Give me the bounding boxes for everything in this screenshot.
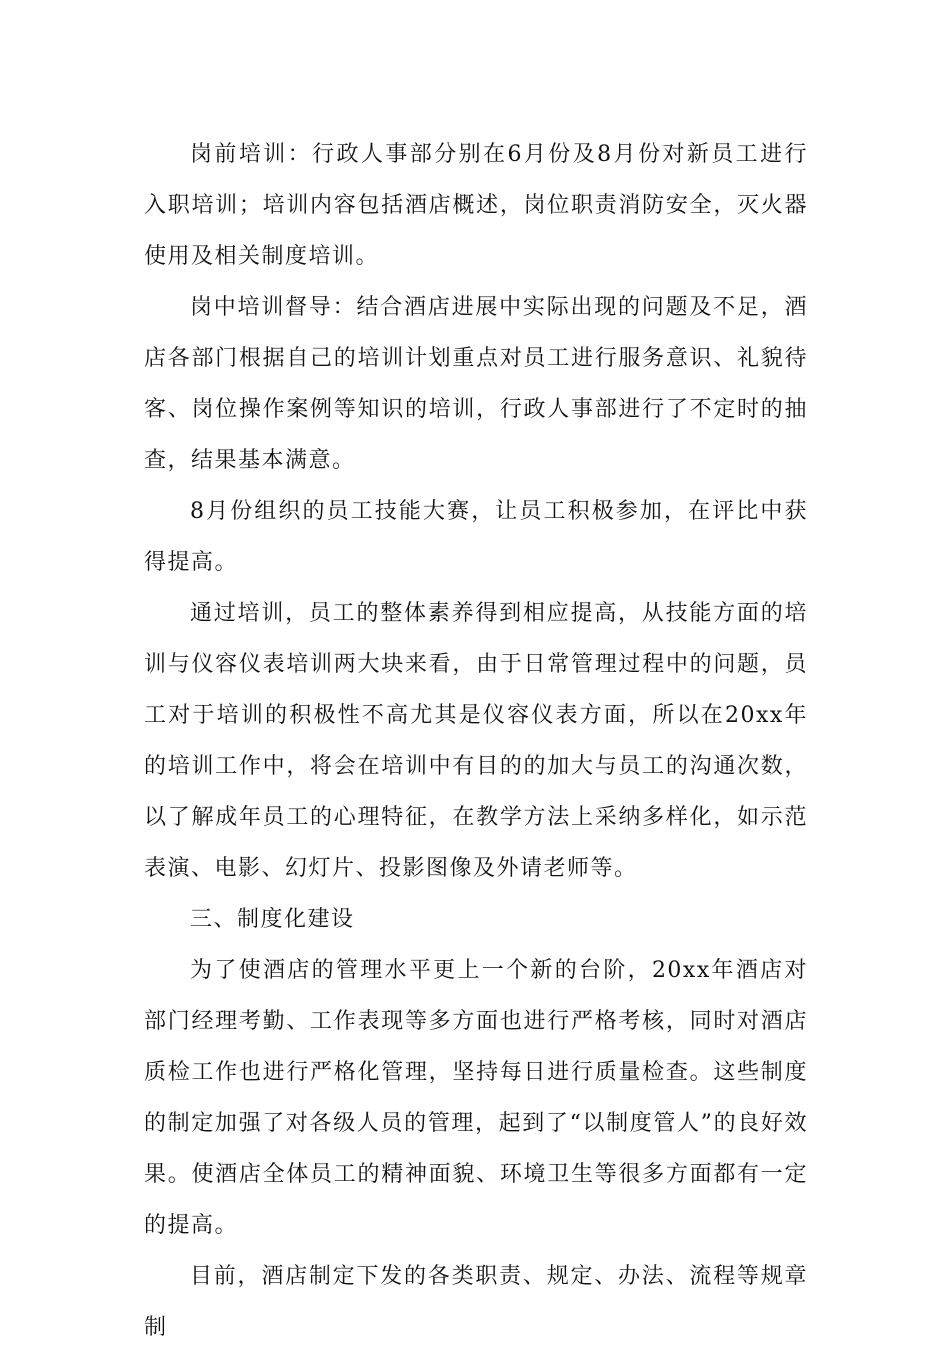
paragraph-on-job-supervision: 岗中培训督导：结合酒店进展中实际出现的问题及不足，酒店各部门根据自己的培训计划重点对员工进行服务意识、礼貌待客、岗位操作案例等知识的培训，行政人事部进行了不定时的抽查，结果基本满意。 xyxy=(144,295,808,473)
paragraph-regulations: 目前，酒店制定下发的各类职责、规定、办法、流程等规章制 xyxy=(144,1264,808,1340)
paragraph-skills-contest: 8月份组织的员工技能大赛，让员工积极参加，在评比中获得提高。 xyxy=(144,499,808,575)
paragraph-pre-job-training: 岗前培训：行政人事部分别在6月份及8月份对新员工进行入职培训；培训内容包括酒店概述，岗位职责消防安全，灭火器使用及相关制度培训。 xyxy=(144,142,808,269)
section-heading-institutionalization: 三、制度化建设 xyxy=(190,907,355,932)
paragraph-training-summary: 通过培训，员工的整体素养得到相应提高，从技能方面的培训与仪容仪表培训两大块来看，由于日常管理过程中的问题，员工对于培训的积极性不高尤其是仪容仪表方面，所以在20xx年的培训工作中，将会在培训中有目的的加大与员工的沟通次数，以了解成年员工的心理特征，在教学方法上采纳多样化，如示范表演、电影、幻灯片、投影图像及外请老师等。 xyxy=(144,601,808,881)
document-body xyxy=(144,129,808,1353)
paragraph-management-assessment: 为了使酒店的管理水平更上一个新的台阶，20xx年酒店对部门经理考勤、工作表现等多方面也进行严格考核，同时对酒店质检工作也进行严格化管理，坚持每日进行质量检查。这些制度的制定加强了对各级人员的管理，起到了“以制度管人”的良好效果。使酒店全体员工的精神面貌、环境卫生等很多方面都有一定的提高。 xyxy=(144,958,808,1238)
